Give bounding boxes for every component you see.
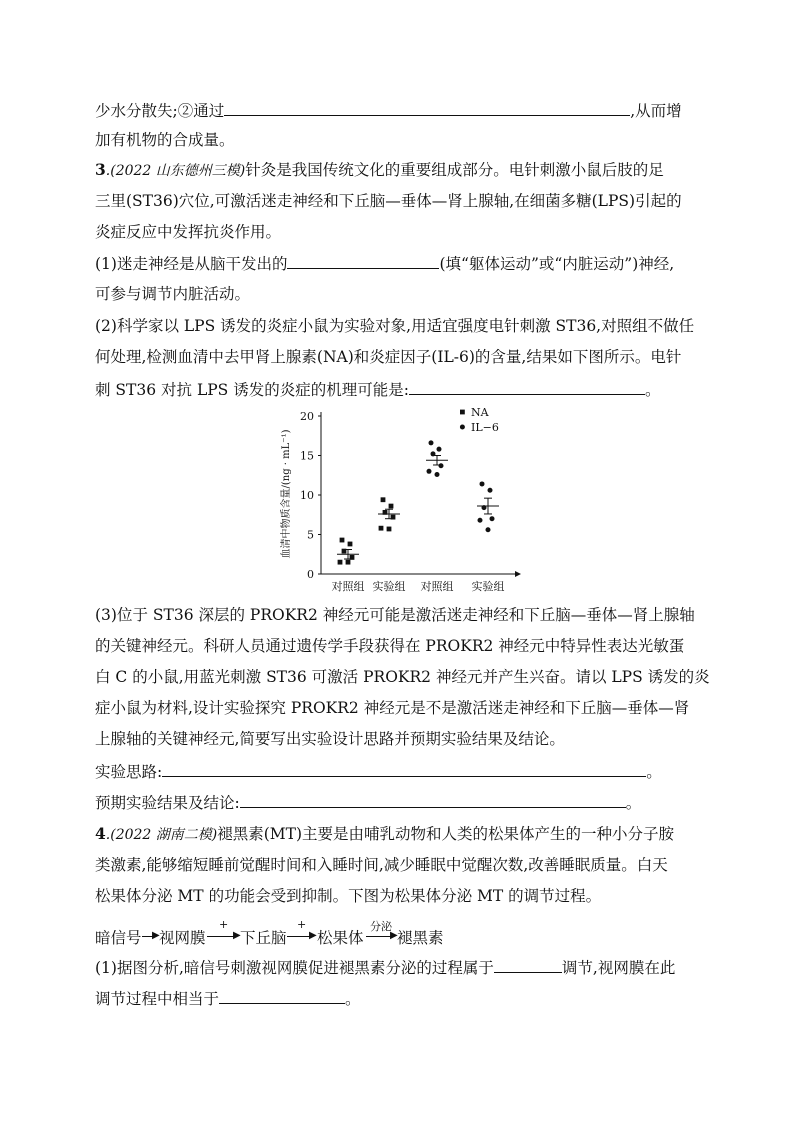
data-point-circle (480, 481, 485, 486)
x-tick-label: 实验组 (471, 580, 505, 593)
q3-part1-blank[interactable] (287, 253, 439, 269)
q4-source: .(2022 湖南二模) (105, 827, 218, 843)
q2-line1-pre: 少水分散失;②通过 (95, 102, 225, 120)
x-axis-arrow (515, 571, 521, 577)
data-point-square (389, 504, 394, 509)
data-point-circle (439, 463, 444, 468)
q3-result-blank[interactable] (240, 792, 626, 808)
q3-result-label: 预期实验结果及结论: (95, 794, 240, 812)
flow-node-pineal: 松果体 (317, 929, 364, 947)
q3-part3-line2: 的关键神经元。科研人员通过遗传学手段获得在 PROKR2 神经元中特异性表达光敏蛋 (95, 637, 685, 655)
q4-part1-line1 (95, 957, 675, 978)
q2-answer-line1 (95, 100, 682, 121)
flow-node-hypothalamus: 下丘脑 (240, 929, 287, 947)
y-tick-label: 5 (307, 528, 314, 542)
q3-stem-line2: 三里(ST36)穴位,可激活迷走神经和下丘脑—垂体—肾上腺轴,在细菌多糖(LPS)引起的 (95, 192, 682, 210)
q4-part1-line2-post: 。 (345, 990, 361, 1008)
data-point-circle (437, 447, 442, 452)
q2-line1-post: ,从而增 (630, 102, 682, 120)
chart-ticks (300, 410, 505, 593)
y-tick-label: 10 (300, 489, 314, 502)
legend-label: IL−6 (471, 421, 499, 434)
data-point-square (346, 560, 351, 565)
q4-part1-mid: 调节,视网膜在此 (561, 959, 676, 977)
flow-node-melatonin: 褪黑素 (397, 929, 444, 947)
q3-stem-line3: 炎症反应中发挥抗炎作用。 (95, 223, 282, 241)
data-point-square (348, 542, 353, 547)
q3-part2-line3 (95, 379, 660, 400)
q4-stem1-text: 褪黑素(MT)主要是由哺乳动物和人类的松果体产生的一种小分子胺 (217, 825, 675, 843)
flow-arrow-3-label: + (297, 918, 307, 931)
legend-label: NA (471, 406, 489, 419)
q3-part2-blank[interactable] (409, 379, 645, 395)
q4-part1-line2-pre: 调节过程中相当于 (95, 990, 220, 1008)
q3-part1-post: (填“躯体运动”或“内脏运动”)神经, (439, 255, 675, 273)
chart-y-axis-label: 血清中物质含量/(ng · mL⁻¹) (281, 429, 292, 559)
q3-part3-line3: 白 C 的小鼠,用蓝光刺激 ST36 可激活 PROKR2 神经元并产生兴奋。请以 LPS 诱发的炎 (95, 668, 710, 686)
q3-stem-line1 (95, 160, 664, 181)
data-point-circle (427, 469, 432, 474)
chart-legend (460, 406, 499, 434)
q3-part3-line1: (3)位于 ST36 深层的 PROKR2 神经元可能是激活迷走神经和下丘脑—垂体—肾上腺轴 (95, 606, 695, 624)
q3-stem1-text: 针灸是我国传统文化的重要组成部分。电针刺激小鼠后肢的足 (245, 161, 664, 179)
chart-marks (337, 440, 499, 564)
q3-part3-line4: 症小鼠为材料,设计实验探究 PROKR2 神经元是不是激活迷走神经和下丘脑—垂体—肾 (95, 699, 690, 717)
data-point-circle (490, 516, 495, 521)
legend-circle-icon (460, 425, 465, 430)
chart-axes (321, 412, 521, 577)
flow-arrow-4-label: 分泌 (370, 920, 392, 933)
q2-answer-line2: 加有机物的合成量。 (95, 131, 235, 149)
data-point-circle (435, 472, 440, 477)
y-tick-label: 20 (300, 410, 314, 423)
x-tick-label: 实验组 (372, 580, 406, 593)
q4-stem-line3: 松果体分泌 MT 的功能会受到抑制。下图为松果体分泌 MT 的调节过程。 (95, 887, 602, 905)
q3-result-end: 。 (625, 794, 642, 812)
data-point-square (381, 497, 386, 502)
q3-part2-post: 。 (644, 381, 661, 399)
q4-part1-pre: (1)据图分析,暗信号刺激视网膜促进褪黑素分泌的过程属于 (95, 959, 494, 977)
q3-idea-label: 实验思路: (95, 763, 163, 781)
data-point-circle (486, 527, 491, 532)
q3-part3-line5: 上腺轴的关键神经元,简要写出实验设计思路并预期实验结果及结论。 (95, 730, 565, 748)
q3-result-line (95, 792, 641, 813)
q3-idea-end: 。 (646, 763, 662, 781)
data-point-square (379, 526, 384, 531)
q4-part1-blank1[interactable] (494, 957, 562, 973)
q3-source: .(2022 山东德州三模) (105, 163, 246, 179)
q3-idea-line (95, 761, 662, 782)
data-point-square (387, 527, 392, 532)
q3-part2-line2: 何处理,检测血清中去甲肾上腺素(NA)和炎症因子(IL-6)的含量,结果如下图所示。电针 (95, 348, 682, 366)
q3-part1-line1 (95, 253, 674, 274)
x-tick-label: 对照组 (420, 580, 454, 593)
q3-part1-pre: (1)迷走神经是从脑干发出的 (95, 255, 288, 273)
legend-square-icon (460, 410, 465, 415)
scatter-chart (275, 404, 525, 594)
q4-part1-blank2[interactable] (219, 988, 345, 1004)
q3-part1-line2: 可参与调节内脏活动。 (95, 285, 251, 303)
y-tick-label: 0 (307, 568, 314, 581)
q3-number: 3 (95, 160, 106, 179)
q2-answer-blank[interactable] (224, 100, 630, 116)
flow-node-dark-signal: 暗信号 (95, 929, 142, 947)
data-point-square (338, 560, 343, 565)
data-point-circle (429, 440, 434, 445)
x-tick-label: 对照组 (331, 580, 365, 593)
q3-part2-line1: (2)科学家以 LPS 诱发的炎症小鼠为实验对象,用适宜强度电针刺激 ST36,对照组不做任 (95, 317, 695, 335)
q3-part2-pre: 刺 ST36 对抗 LPS 诱发的炎症的机理可能是: (95, 381, 409, 399)
q3-idea-blank[interactable] (162, 761, 646, 777)
q4-stem-line2: 类激素,能够缩短睡前觉醒时间和入睡时间,减少睡眠中觉醒次数,改善睡眠质量。白天 (95, 856, 668, 874)
y-tick-label: 15 (300, 449, 314, 463)
data-point-circle (478, 518, 483, 523)
q4-part1-line2 (95, 988, 361, 1009)
q4-stem-line1 (95, 824, 674, 845)
data-point-circle (488, 488, 493, 493)
flow-arrow-2-label: + (219, 918, 229, 931)
q4-number: 4 (95, 824, 106, 843)
data-point-square (340, 538, 345, 543)
flow-node-retina: 视网膜 (159, 929, 206, 947)
